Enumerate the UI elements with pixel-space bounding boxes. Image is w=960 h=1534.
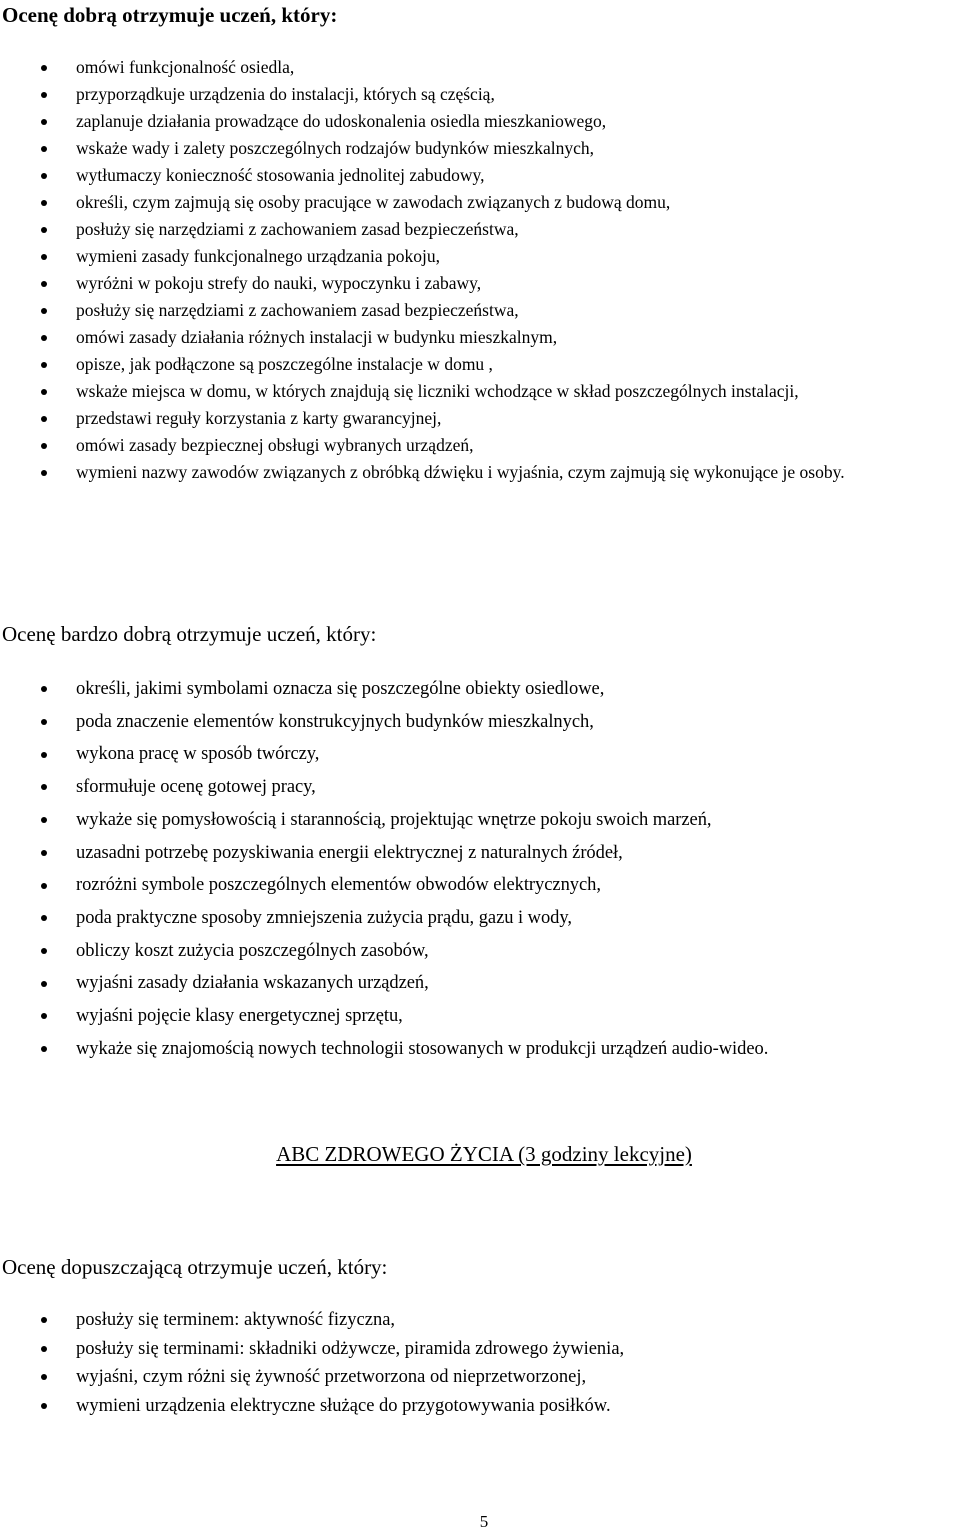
- bullet-icon: [41, 883, 47, 889]
- list-item-text: przyporządkuje urządzenia do instalacji, których są częścią,: [76, 84, 495, 104]
- bullet-icon: [41, 981, 47, 987]
- list-item: [0, 189, 960, 216]
- list-item: [0, 837, 960, 870]
- list-item-text: wymieni nazwy zawodów związanych z obróbką dźwięku i wyjaśnia, czym zajmują się wykonujące je osoby.: [76, 462, 845, 482]
- list-item-text: określi, czym zajmują się osoby pracujące w zawodach związanych z budową domu,: [76, 192, 671, 212]
- list-item: [0, 673, 960, 706]
- list-item: [0, 351, 960, 378]
- list-item: [0, 324, 960, 351]
- list-item-text: posłuży się narzędziami z zachowaniem zasad bezpieczeństwa,: [76, 300, 519, 320]
- bullet-icon: [41, 915, 47, 921]
- list-item-text: wykaże się pomysłowością i starannością, projektując wnętrze pokoju swoich marzeń,: [76, 809, 712, 830]
- list-item: [0, 967, 960, 1000]
- criteria-list-dopuszczajaca: [0, 1306, 960, 1420]
- list-item: [0, 378, 960, 405]
- list-item-text: wymieni zasady funkcjonalnego urządzania pokoju,: [76, 246, 440, 266]
- list-item-text: zaplanuje działania prowadzące do udoskonalenia osiedla mieszkaniowego,: [76, 111, 607, 131]
- list-item-text: sformułuje ocenę gotowej pracy,: [76, 777, 316, 798]
- bullet-icon: [41, 335, 47, 341]
- list-item-text: wytłumaczy konieczność stosowania jednolitej zabudowy,: [76, 165, 485, 185]
- list-item: [0, 771, 960, 804]
- section-heading-bardzo-dobra: Ocenę bardzo dobrą otrzymuje uczeń, który:: [2, 622, 377, 646]
- list-item: [0, 738, 960, 771]
- list-item-text: wykona pracę w sposób twórczy,: [76, 744, 320, 765]
- bullet-icon: [41, 308, 47, 314]
- bullet-icon: [41, 227, 47, 233]
- list-item: [0, 902, 960, 935]
- bullet-icon: [41, 817, 47, 823]
- bullet-icon: [41, 281, 47, 287]
- bullet-icon: [41, 686, 47, 692]
- list-item: [0, 1033, 960, 1066]
- section-heading-dopuszczajaca: Ocenę dopuszczającą otrzymuje uczeń, który:: [2, 1255, 388, 1279]
- bullet-icon: [41, 173, 47, 179]
- list-item: [0, 216, 960, 243]
- page-number: 5: [479, 1512, 489, 1531]
- bullet-icon: [41, 92, 47, 98]
- list-item: [0, 135, 960, 162]
- list-item: [0, 1363, 960, 1392]
- list-item-text: wymieni urządzenia elektryczne służące do przygotowywania posiłków.: [76, 1395, 611, 1416]
- list-item-text: uzasadni potrzebę pozyskiwania energii elektrycznej z naturalnych źródeł,: [76, 842, 623, 863]
- list-item: [0, 270, 960, 297]
- list-item-text: opisze, jak podłączone są poszczególne instalacje w domu ,: [76, 354, 493, 374]
- list-item: [0, 1335, 960, 1364]
- list-item: [0, 706, 960, 739]
- list-item: [0, 54, 960, 81]
- bullet-icon: [41, 784, 47, 790]
- list-item-text: omówi funkcjonalność osiedla,: [76, 57, 295, 77]
- list-item-text: posłuży się terminami: składniki odżywcze, piramida zdrowego żywienia,: [76, 1338, 625, 1359]
- bullet-icon: [41, 850, 47, 856]
- bullet-icon: [41, 719, 47, 725]
- list-item: [0, 459, 960, 486]
- bullet-icon: [41, 1317, 47, 1323]
- bullet-icon: [41, 1374, 47, 1380]
- list-item: [0, 432, 960, 459]
- bullet-icon: [41, 362, 47, 368]
- bullet-icon: [41, 389, 47, 395]
- bullet-icon: [41, 1403, 47, 1409]
- criteria-list-bardzo-dobra: [0, 673, 960, 1065]
- criteria-list-dobra: [0, 54, 960, 486]
- bullet-icon: [41, 1346, 47, 1352]
- list-item: [0, 243, 960, 270]
- list-item-text: wskaże miejsca w domu, w których znajdują się liczniki wchodzące w skład poszczególnych instalacji,: [76, 381, 799, 401]
- bullet-icon: [41, 470, 47, 476]
- list-item: [0, 935, 960, 968]
- list-item-text: określi, jakimi symbolami oznacza się poszczególne obiekty osiedlowe,: [76, 679, 605, 699]
- bullet-icon: [41, 443, 47, 449]
- bullet-icon: [41, 1046, 47, 1052]
- list-item: [0, 297, 960, 324]
- section-heading-dobra: Ocenę dobrą otrzymuje uczeń, który:: [2, 3, 338, 27]
- list-item: [0, 1306, 960, 1335]
- list-item-text: obliczy koszt zużycia poszczególnych zasobów,: [76, 940, 429, 961]
- list-item-text: posłuży się terminem: aktywność fizyczna,: [76, 1310, 396, 1330]
- list-item: [0, 162, 960, 189]
- bullet-icon: [41, 752, 47, 758]
- bullet-icon: [41, 254, 47, 260]
- bullet-icon: [41, 65, 47, 71]
- list-item: [0, 804, 960, 837]
- list-item: [0, 81, 960, 108]
- list-item-text: przedstawi reguły korzystania z karty gwarancyjnej,: [76, 408, 442, 428]
- list-item-text: posłuży się narzędziami z zachowaniem zasad bezpieczeństwa,: [76, 219, 519, 239]
- list-item-text: omówi zasady bezpiecznej obsługi wybranych urządzeń,: [76, 435, 474, 455]
- list-item-text: poda praktyczne sposoby zmniejszenia zużycia prądu, gazu i wody,: [76, 907, 572, 928]
- list-item: [0, 108, 960, 135]
- bullet-icon: [41, 948, 47, 954]
- list-item-text: omówi zasady działania różnych instalacji w budynku mieszkalnym,: [76, 327, 558, 347]
- list-item: [0, 1392, 960, 1421]
- list-item-text: wyróżni w pokoju strefy do nauki, wypoczynku i zabawy,: [76, 273, 482, 293]
- list-item-text: wskaże wady i zalety poszczególnych rodzajów budynków mieszkalnych,: [76, 138, 595, 158]
- list-item: [0, 1000, 960, 1033]
- list-item-text: wykaże się znajomością nowych technologii stosowanych w produkcji urządzeń audio-wideo.: [76, 1038, 769, 1059]
- list-item: [0, 405, 960, 432]
- list-item-text: wyjaśni zasady działania wskazanych urządzeń,: [76, 973, 429, 994]
- bullet-icon: [41, 200, 47, 206]
- list-item: [0, 869, 960, 902]
- bullet-icon: [41, 1013, 47, 1019]
- bullet-icon: [41, 416, 47, 422]
- bullet-icon: [41, 146, 47, 152]
- list-item-text: wyjaśni, czym różni się żywność przetworzona od nieprzetworzonej,: [76, 1367, 587, 1387]
- bullet-icon: [41, 119, 47, 125]
- list-item-text: rozróżni symbole poszczególnych elementów obwodów elektrycznych,: [76, 875, 601, 896]
- chapter-title: ABC ZDROWEGO ŻYCIA (3 godziny lekcyjne): [276, 1142, 692, 1166]
- list-item-text: poda znaczenie elementów konstrukcyjnych budynków mieszkalnych,: [76, 711, 594, 732]
- list-item-text: wyjaśni pojęcie klasy energetycznej sprzętu,: [76, 1006, 403, 1027]
